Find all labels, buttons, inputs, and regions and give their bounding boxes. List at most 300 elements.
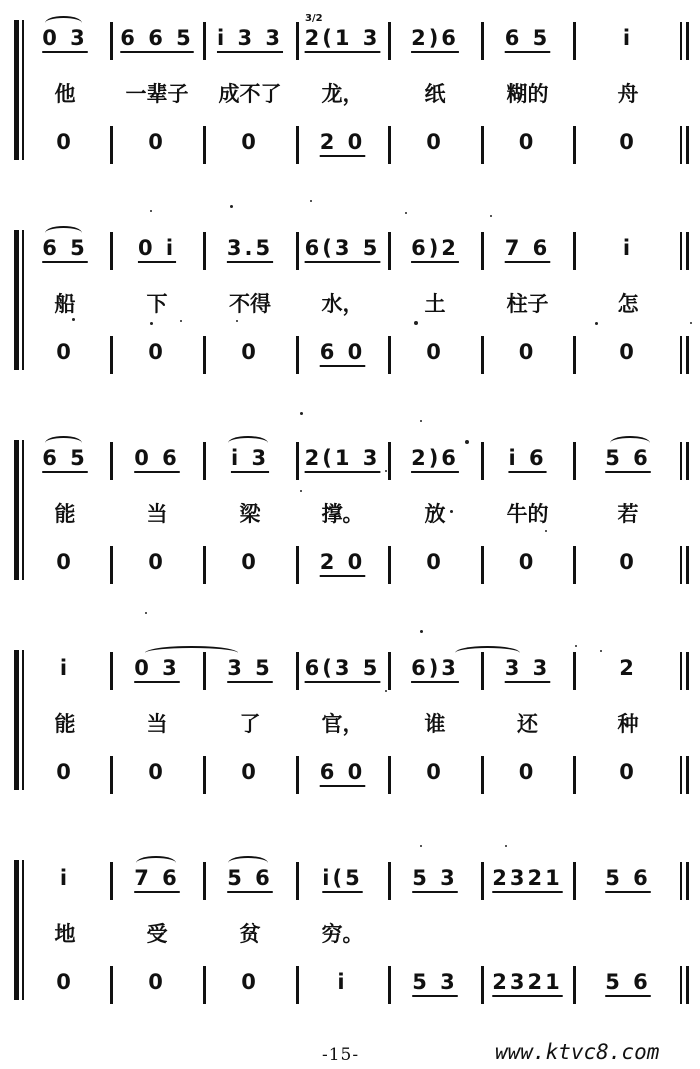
melody-measure <box>206 656 294 690</box>
bar-line <box>481 336 484 374</box>
end-bar-line <box>686 966 689 1004</box>
melody-measure <box>576 656 680 690</box>
bar-line <box>573 652 576 690</box>
accomp-text: 0 <box>241 970 259 994</box>
slur-mark <box>455 646 520 660</box>
scan-speck <box>595 322 598 325</box>
accomp-measure <box>22 340 108 374</box>
lyric-syllable <box>113 918 201 952</box>
lyric-syllable <box>22 708 108 742</box>
end-bar-line <box>686 862 689 900</box>
lyric-syllable <box>206 78 294 112</box>
melody-text: i <box>622 236 634 260</box>
slur-mark <box>145 646 238 660</box>
lyric-syllable <box>576 708 680 742</box>
bar-line <box>481 546 484 584</box>
score-system <box>0 218 700 364</box>
melody-text: 0 3 <box>42 26 88 50</box>
accomp-measure <box>391 550 479 584</box>
scan-speck <box>300 490 302 492</box>
bar-line <box>388 442 391 480</box>
melody-text: 6 5 <box>42 446 88 470</box>
site-watermark: www.ktvc8.com <box>495 1040 660 1064</box>
scan-speck <box>236 320 238 322</box>
bar-line <box>573 966 576 1004</box>
scan-speck <box>450 510 453 513</box>
bar-line <box>203 22 206 60</box>
lyric-text: 柱子 <box>506 292 549 316</box>
end-bar-line <box>686 546 689 584</box>
melody-measure <box>22 656 108 690</box>
accomp-measure <box>299 550 386 584</box>
bar-line <box>481 442 484 480</box>
bar-line <box>388 862 391 900</box>
accomp-measure <box>484 970 571 1004</box>
accomp-measure <box>22 130 108 164</box>
lyric-syllable <box>576 498 680 532</box>
melody-text: 2321 <box>492 866 563 890</box>
lyric-text: 谁 <box>424 712 446 736</box>
lyric-syllable <box>113 288 201 322</box>
bar-line <box>296 546 299 584</box>
accomp-measure <box>206 130 294 164</box>
melody-text: i 3 3 <box>216 26 284 50</box>
lyric-syllable <box>206 288 294 322</box>
lyric-text: 地 <box>54 922 76 946</box>
melody-text: 3 3 <box>504 656 551 680</box>
bar-line <box>110 126 113 164</box>
melody-text: 5 6 <box>605 446 651 470</box>
bar-line <box>573 546 576 584</box>
lyric-text: 当 <box>146 502 168 526</box>
bar-line <box>388 546 391 584</box>
accomp-measure <box>113 340 201 374</box>
bar-line <box>296 22 299 60</box>
accomp-text: 0 <box>56 970 74 994</box>
melody-text: i 6 <box>508 446 547 470</box>
bar-line <box>296 336 299 374</box>
accomp-row <box>0 966 700 1006</box>
lyric-syllable <box>299 498 386 532</box>
melody-text: 7 6 <box>134 866 180 890</box>
melody-measure <box>484 26 571 60</box>
score-system <box>0 8 700 154</box>
melody-measure <box>484 236 571 270</box>
bar-line <box>203 756 206 794</box>
lyric-syllable <box>576 288 680 322</box>
melody-text: 0 i <box>137 236 177 260</box>
bar-line <box>296 232 299 270</box>
bar-line <box>203 232 206 270</box>
accomp-text: 0 <box>241 760 259 784</box>
melody-text: 3.5 <box>226 236 274 260</box>
accomp-measure <box>206 550 294 584</box>
lyric-row <box>0 494 700 534</box>
accomp-measure <box>113 760 201 794</box>
lyric-text: 牛的 <box>506 502 549 526</box>
melody-row <box>0 862 700 902</box>
slur-mark <box>228 436 268 450</box>
accomp-measure <box>299 970 386 1004</box>
melody-text: i <box>59 866 71 890</box>
melody-text: 6)2 <box>411 236 459 260</box>
accomp-measure <box>299 130 386 164</box>
bar-line <box>296 756 299 794</box>
scan-speck <box>545 530 547 532</box>
bar-line <box>573 862 576 900</box>
accomp-text: i <box>337 970 348 994</box>
bar-line <box>296 442 299 480</box>
accomp-measure <box>206 760 294 794</box>
lyric-text: 成不了 <box>218 82 282 106</box>
slur-mark <box>228 856 268 870</box>
melody-measure <box>206 26 294 60</box>
melody-measure <box>391 446 479 480</box>
melody-measure <box>113 656 201 690</box>
accomp-text: 0 <box>148 550 166 574</box>
lyric-syllable <box>22 498 108 532</box>
scan-speck <box>72 318 75 321</box>
melody-text: 6)3 <box>411 656 459 680</box>
lyric-text: 受 <box>146 922 168 946</box>
melody-measure <box>22 236 108 270</box>
lyric-text: 了 <box>239 712 261 736</box>
accomp-text: 0 <box>56 130 74 154</box>
lyric-syllable <box>576 918 680 952</box>
lyric-syllable <box>391 498 479 532</box>
melody-measure <box>206 446 294 480</box>
lyric-text: 他 <box>54 82 76 106</box>
scan-speck <box>505 845 507 847</box>
accomp-text: 0 <box>241 550 259 574</box>
lyric-text: 能 <box>54 712 76 736</box>
bar-line <box>110 966 113 1004</box>
scan-speck <box>230 205 233 208</box>
accomp-measure <box>113 130 201 164</box>
accomp-measure <box>113 970 201 1004</box>
end-bar-line <box>686 126 689 164</box>
bar-line <box>481 22 484 60</box>
bar-line <box>388 756 391 794</box>
lyric-syllable <box>484 78 571 112</box>
lyric-text: 贫 <box>239 922 261 946</box>
lyric-text: 当 <box>146 712 168 736</box>
bar-line <box>481 232 484 270</box>
melody-measure <box>484 656 571 690</box>
bar-line <box>388 232 391 270</box>
scan-speck <box>420 845 422 847</box>
melody-text: 6 6 5 <box>120 26 194 50</box>
bar-line <box>680 966 682 1004</box>
melody-text: i <box>59 656 71 680</box>
lyric-syllable <box>206 918 294 952</box>
melody-measure <box>576 26 680 60</box>
lyric-syllable <box>391 288 479 322</box>
bar-line <box>388 652 391 690</box>
accomp-measure <box>22 970 108 1004</box>
lyric-syllable <box>484 708 571 742</box>
lyric-text: 还 <box>517 712 538 736</box>
scan-speck <box>465 440 469 444</box>
bar-line <box>573 756 576 794</box>
melody-text: 6 5 <box>504 26 551 50</box>
melody-measure <box>299 26 386 60</box>
melody-row <box>0 442 700 482</box>
accomp-measure <box>484 130 571 164</box>
bar-line <box>110 442 113 480</box>
scan-speck <box>150 210 152 212</box>
melody-measure <box>391 236 479 270</box>
scan-speck <box>405 212 407 214</box>
accomp-text: 2 0 <box>319 130 366 154</box>
bar-line <box>680 336 682 374</box>
accomp-text: 0 <box>518 550 537 574</box>
melody-measure <box>113 866 201 900</box>
accomp-text: 0 <box>619 760 637 784</box>
accomp-text: 0 <box>56 550 74 574</box>
accomp-text: 0 <box>56 340 74 364</box>
melody-measure <box>22 26 108 60</box>
melody-text: 3 5 <box>227 656 273 680</box>
accomp-text: 2321 <box>492 970 563 994</box>
accomp-row <box>0 126 700 166</box>
bar-line <box>110 756 113 794</box>
slur-mark <box>45 226 82 240</box>
end-bar-line <box>686 336 689 374</box>
melody-text: 2(1 3 <box>304 446 381 470</box>
scan-speck <box>180 320 182 322</box>
bar-line <box>680 756 682 794</box>
lyric-row <box>0 914 700 954</box>
accomp-text: 0 <box>518 130 537 154</box>
bar-line <box>110 232 113 270</box>
accomp-text: 0 <box>619 340 637 364</box>
bar-line <box>680 862 682 900</box>
accomp-measure <box>391 970 479 1004</box>
lyric-text: 种 <box>617 712 639 736</box>
accomp-text: 0 <box>518 760 537 784</box>
accomp-measure <box>576 760 680 794</box>
bar-line <box>573 22 576 60</box>
lyric-text: 若 <box>617 502 639 526</box>
slur-mark <box>610 436 650 450</box>
accomp-measure <box>22 760 108 794</box>
bar-line <box>110 862 113 900</box>
end-bar-line <box>686 756 689 794</box>
melody-row <box>0 232 700 272</box>
accomp-measure <box>391 760 479 794</box>
end-bar-line <box>686 22 689 60</box>
lyric-syllable <box>391 708 479 742</box>
scan-speck <box>420 630 423 633</box>
scan-speck <box>414 321 418 325</box>
melody-text: 7 6 <box>504 236 551 260</box>
bar-line <box>680 442 682 480</box>
slur-mark <box>45 16 82 30</box>
bar-line <box>388 126 391 164</box>
scan-speck <box>310 200 312 202</box>
melody-text: 2 <box>619 656 637 680</box>
bar-line <box>296 966 299 1004</box>
bar-line <box>203 546 206 584</box>
accomp-measure <box>576 130 680 164</box>
bar-line <box>296 862 299 900</box>
accomp-measure <box>576 550 680 584</box>
slur-mark <box>45 436 82 450</box>
melody-text: 2)6 <box>411 26 459 50</box>
lyric-syllable <box>299 918 386 952</box>
scan-speck <box>420 420 422 422</box>
melody-measure <box>576 446 680 480</box>
slur-mark <box>136 856 176 870</box>
scan-speck <box>150 322 153 325</box>
accomp-text: 2 0 <box>319 550 366 574</box>
accomp-measure <box>484 760 571 794</box>
bar-line <box>296 126 299 164</box>
lyric-syllable <box>299 288 386 322</box>
lyric-text: 穷。 <box>321 922 364 946</box>
melody-measure <box>299 446 386 480</box>
lyric-text: 纸 <box>424 82 446 106</box>
melody-text: 2)6 <box>411 446 459 470</box>
bar-line <box>573 126 576 164</box>
bar-line <box>203 126 206 164</box>
bar-line <box>680 22 682 60</box>
lyric-text: 官， <box>321 712 364 736</box>
accomp-measure <box>206 970 294 1004</box>
lyric-text: 怎 <box>617 292 639 316</box>
lyric-syllable <box>113 78 201 112</box>
time-signature: 3/2 <box>305 13 323 24</box>
melody-measure <box>484 446 571 480</box>
lyric-text: 下 <box>146 292 168 316</box>
bar-line <box>110 652 113 690</box>
scan-speck <box>690 322 692 324</box>
scan-speck <box>385 470 387 472</box>
lyric-syllable <box>206 708 294 742</box>
scan-speck <box>490 215 492 217</box>
melody-text: 0 3 <box>134 656 180 680</box>
accomp-measure <box>299 760 386 794</box>
score-system <box>0 638 700 784</box>
lyric-row <box>0 704 700 744</box>
accomp-text: 0 <box>241 130 259 154</box>
bar-line <box>680 126 682 164</box>
melody-measure <box>113 236 201 270</box>
accomp-text: 0 <box>426 550 444 574</box>
melody-text: 6 5 <box>42 236 88 260</box>
accomp-text: 0 <box>148 130 166 154</box>
accomp-row <box>0 546 700 586</box>
lyric-text: 梁 <box>239 502 261 526</box>
accomp-text: 0 <box>518 340 537 364</box>
melody-measure <box>299 866 386 900</box>
accomp-text: 0 <box>148 970 166 994</box>
scan-speck <box>600 650 602 652</box>
lyric-text: 糊的 <box>506 82 549 106</box>
melody-text: 5 3 <box>412 866 458 890</box>
lyric-syllable <box>22 78 108 112</box>
bar-line <box>481 862 484 900</box>
accomp-text: 0 <box>56 760 74 784</box>
melody-measure <box>206 236 294 270</box>
accomp-measure <box>484 550 571 584</box>
bar-line <box>388 966 391 1004</box>
melody-row <box>0 22 700 62</box>
lyric-text: 放 <box>424 502 446 526</box>
accomp-measure <box>299 340 386 374</box>
lyric-syllable <box>113 708 201 742</box>
melody-text: 6(3 5 <box>304 656 381 680</box>
bar-line <box>388 22 391 60</box>
melody-text: 2(1 3 <box>304 26 381 50</box>
lyric-text: 舟 <box>617 82 639 106</box>
melody-measure <box>484 866 571 900</box>
melody-text: 5 6 <box>227 866 273 890</box>
lyric-syllable <box>576 78 680 112</box>
lyric-text: 能 <box>54 502 76 526</box>
bar-line <box>481 126 484 164</box>
end-bar-line <box>686 442 689 480</box>
lyric-text: 一辈子 <box>125 82 189 106</box>
lyric-syllable <box>22 288 108 322</box>
accomp-text: 0 <box>619 550 637 574</box>
lyric-row <box>0 74 700 114</box>
scan-speck <box>300 412 303 415</box>
end-bar-line <box>686 232 689 270</box>
lyric-syllable <box>299 708 386 742</box>
bar-line <box>680 232 682 270</box>
melody-text: 5 6 <box>605 866 651 890</box>
bar-line <box>573 336 576 374</box>
accomp-text: 0 <box>426 760 444 784</box>
accomp-text: 5 6 <box>605 970 651 994</box>
score-system <box>0 848 700 994</box>
accomp-text: 0 <box>619 130 637 154</box>
lyric-syllable <box>391 918 479 952</box>
accomp-row <box>0 336 700 376</box>
accomp-row <box>0 756 700 796</box>
lyric-text: 不得 <box>229 292 271 316</box>
melody-measure <box>299 656 386 690</box>
accomp-text: 0 <box>426 340 444 364</box>
bar-line <box>680 546 682 584</box>
scan-speck <box>575 645 577 647</box>
lyric-syllable <box>391 78 479 112</box>
bar-line <box>388 336 391 374</box>
bar-line <box>481 966 484 1004</box>
score-system <box>0 428 700 574</box>
bar-line <box>110 546 113 584</box>
bar-line <box>203 862 206 900</box>
bar-line <box>110 336 113 374</box>
melody-text: 0 6 <box>134 446 180 470</box>
melody-measure <box>576 236 680 270</box>
melody-text: 6(3 5 <box>304 236 381 260</box>
bar-line <box>573 442 576 480</box>
scan-speck <box>145 612 147 614</box>
lyric-row <box>0 284 700 324</box>
accomp-measure <box>391 130 479 164</box>
bar-line <box>203 966 206 1004</box>
bar-line <box>110 22 113 60</box>
bar-line <box>203 336 206 374</box>
accomp-measure <box>113 550 201 584</box>
bar-line <box>203 442 206 480</box>
melody-measure <box>391 26 479 60</box>
melody-measure <box>22 866 108 900</box>
lyric-text: 撑。 <box>321 502 364 526</box>
